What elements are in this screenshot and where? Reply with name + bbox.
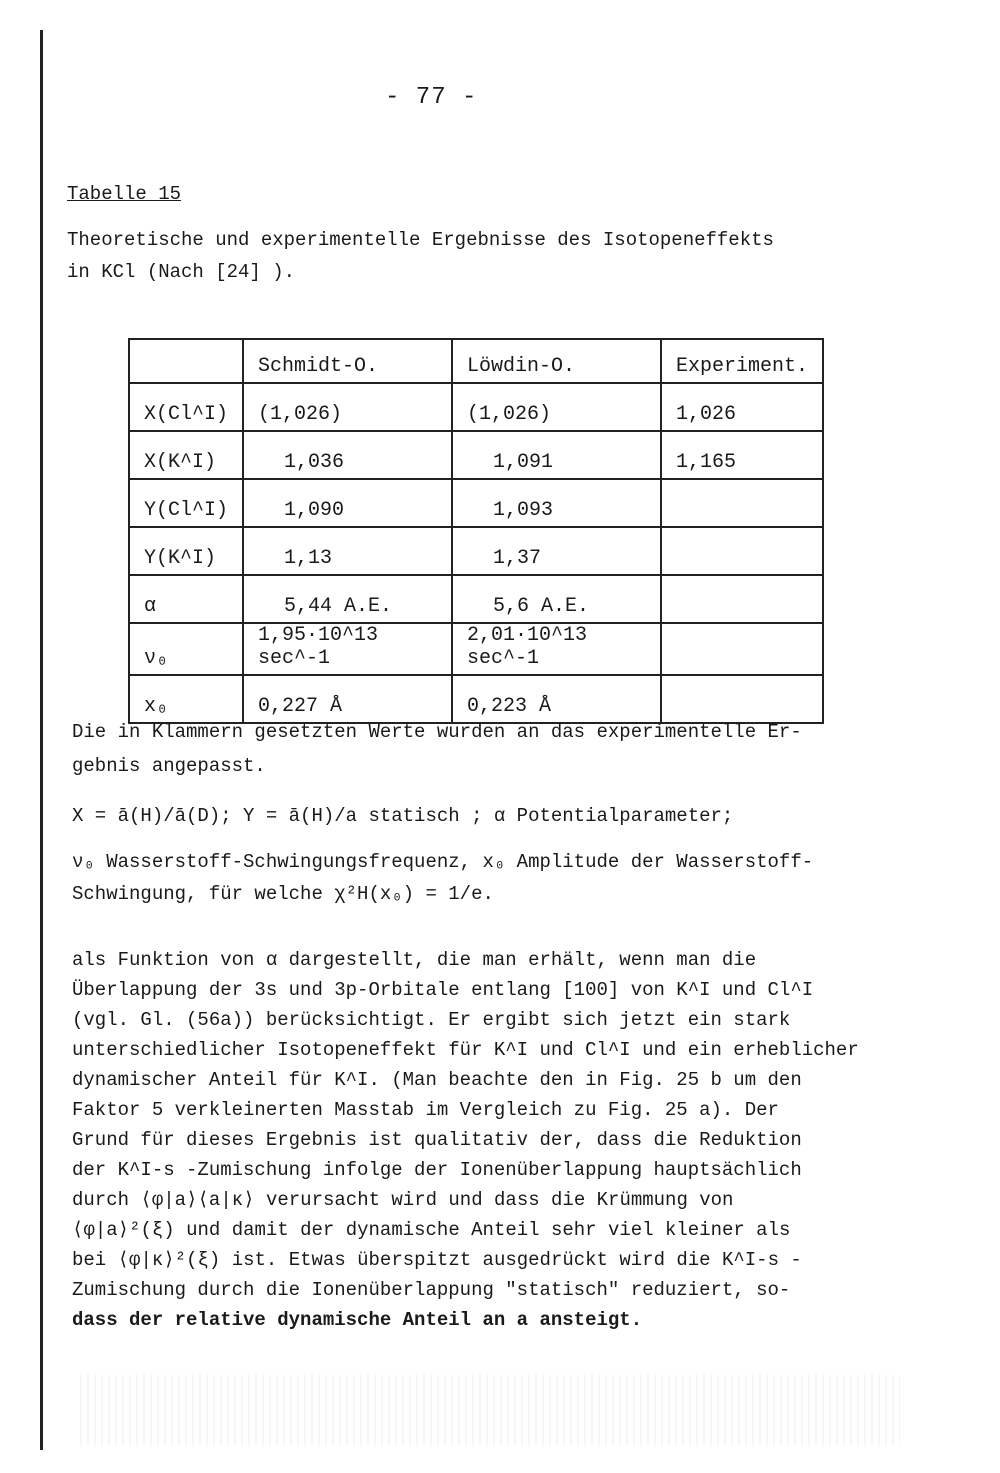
- body-line: unterschiedlicher Isotopeneffekt für K^I und Cl^I und ein erheblicher: [72, 1039, 859, 1061]
- cell-experiment: [661, 527, 823, 575]
- table-caption: [67, 224, 774, 288]
- cell-loewdin: 2,01·10^13 sec^-1: [452, 623, 661, 675]
- table-label: Tabelle 15: [67, 183, 182, 205]
- definition-line-3: Schwingung, für welche χ²H(x₀) = 1/e.: [72, 883, 494, 905]
- body-line: Faktor 5 verkleinerten Masstab im Vergleich zu Fig. 25 a). Der: [72, 1099, 779, 1121]
- body-line: bei ⟨φ|κ⟩²(ξ) ist. Etwas überspitzt ausgedrückt wird die K^I-s -: [72, 1249, 802, 1271]
- header-cell-empty: [129, 339, 243, 383]
- body-line: Grund für dieses Ergebnis ist qualitativ der, dass die Reduktion: [72, 1129, 802, 1151]
- note-line-2: gebnis angepasst.: [72, 755, 266, 777]
- body-line: Zumischung durch die Ionenüberlappung "statisch" reduziert, so-: [72, 1279, 791, 1301]
- header-schmidt: Schmidt-O.: [243, 339, 452, 383]
- cell-loewdin: 1,091: [452, 431, 661, 479]
- row-label: x₀: [129, 675, 243, 723]
- cell-loewdin: 5,6 A.E.: [452, 575, 661, 623]
- body-line: Überlappung der 3s und 3p-Orbitale entlang [100] von K^I und Cl^I: [72, 979, 814, 1001]
- table-row: [129, 623, 823, 675]
- cell-schmidt: 1,036: [243, 431, 452, 479]
- body-line: durch ⟨φ|a⟩⟨a|κ⟩ verursacht wird und dass die Krümmung von: [72, 1189, 734, 1211]
- body-line: dass der relative dynamische Anteil an a ansteigt.: [72, 1309, 643, 1331]
- row-label: ν₀: [129, 623, 243, 675]
- cell-experiment: [661, 623, 823, 675]
- definition-formulas: X = ā(H)/ā(D); Y = ā(H)/a statisch ; α Potentialparameter;: [72, 805, 734, 827]
- body-line: der K^I-s -Zumischung infolge der Ionenüberlappung hauptsächlich: [72, 1159, 802, 1181]
- body-line: dynamischer Anteil für K^I. (Man beachte den in Fig. 25 b um den: [72, 1069, 802, 1091]
- cell-experiment: [661, 575, 823, 623]
- cell-experiment: [661, 479, 823, 527]
- caption-line-2: in KCl (Nach [24] ).: [67, 261, 296, 283]
- row-label: α: [129, 575, 243, 623]
- table-row: [129, 527, 823, 575]
- cell-loewdin: 0,223 Å: [452, 675, 661, 723]
- table-row: [129, 383, 823, 431]
- results-table: [128, 338, 824, 724]
- cell-schmidt: 0,227 Å: [243, 675, 452, 723]
- definitions: [72, 800, 813, 924]
- cell-schmidt: 1,090: [243, 479, 452, 527]
- table-row: [129, 431, 823, 479]
- scan-noise: [80, 1375, 900, 1445]
- table-header-row: [129, 339, 823, 383]
- header-loewdin: Löwdin-O.: [452, 339, 661, 383]
- cell-schmidt: 1,13: [243, 527, 452, 575]
- body-line: als Funktion von α dargestellt, die man erhält, wenn man die: [72, 949, 757, 971]
- cell-schmidt: 1,95·10^13 sec^-1: [243, 623, 452, 675]
- row-label: Y(Cl^I): [129, 479, 243, 527]
- row-label: X(K^I): [129, 431, 243, 479]
- row-label: X(Cl^I): [129, 383, 243, 431]
- page-number: - 77 -: [385, 84, 478, 111]
- definition-line-2: ν₀ Wasserstoff-Schwingungsfrequenz, x₀ Amplitude der Wasserstoff-: [72, 851, 814, 873]
- table-row: [129, 479, 823, 527]
- cell-schmidt: (1,026): [243, 383, 452, 431]
- cell-loewdin: (1,026): [452, 383, 661, 431]
- body-paragraph: [72, 945, 932, 1335]
- cell-loewdin: 1,37: [452, 527, 661, 575]
- cell-experiment: 1,165: [661, 431, 823, 479]
- row-label: Y(K^I): [129, 527, 243, 575]
- cell-schmidt: 5,44 A.E.: [243, 575, 452, 623]
- table-row: [129, 575, 823, 623]
- header-experiment: Experiment.: [661, 339, 823, 383]
- body-line: ⟨φ|a⟩²(ξ) und damit der dynamische Anteil sehr viel kleiner als: [72, 1219, 791, 1241]
- cell-experiment: 1,026: [661, 383, 823, 431]
- margin-line: [40, 30, 43, 1450]
- cell-loewdin: 1,093: [452, 479, 661, 527]
- body-line: (vgl. Gl. (56a)) berücksichtigt. Er ergibt sich jetzt ein stark: [72, 1009, 791, 1031]
- note-line-1: Die in Klammern gesetzten Werte wurden an das experimentelle Er-: [72, 721, 802, 743]
- caption-line-1: Theoretische und experimentelle Ergebnisse des Isotopeneffekts: [67, 229, 774, 251]
